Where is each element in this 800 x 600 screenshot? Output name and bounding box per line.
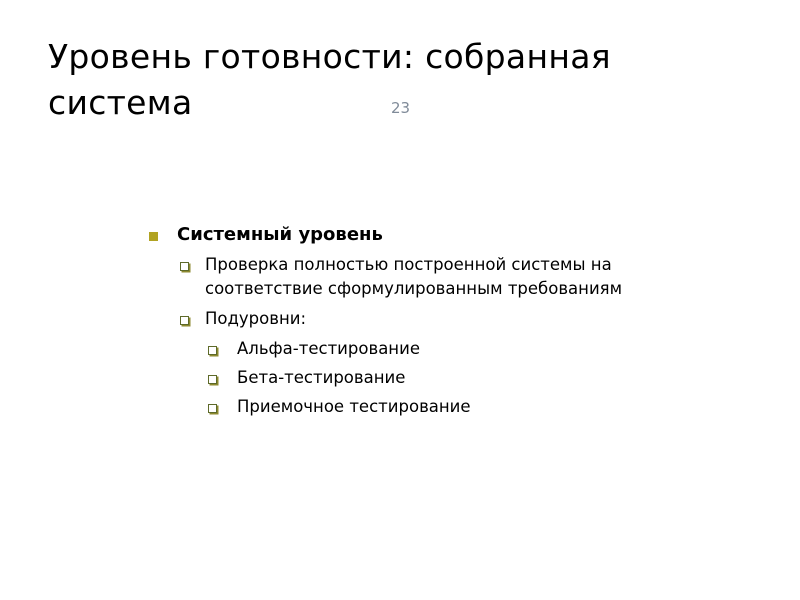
bullet-level2	[146, 253, 706, 301]
bullet-text: Проверка полностью построенной системы на соответствие сформулированным требованиям	[205, 255, 623, 298]
slide-content	[146, 221, 706, 424]
bullet-level3	[146, 337, 706, 361]
hollow-square-bullet-icon	[180, 262, 189, 271]
bullet-level2	[146, 307, 706, 331]
hollow-square-bullet-icon	[208, 346, 217, 355]
bullet-level3	[146, 366, 706, 390]
hollow-square-bullet-icon	[208, 375, 217, 384]
sub-bullet-text: Бета-тестирование	[237, 368, 406, 387]
slide-title: Уровень готовности: собранная система	[48, 37, 611, 122]
bullet-heading: Системный уровень	[177, 224, 383, 245]
page-number: 23	[391, 99, 411, 117]
bullet-level1	[146, 221, 706, 249]
hollow-square-bullet-icon	[180, 316, 189, 325]
filled-square-bullet-icon	[149, 232, 158, 241]
bullet-text: Подуровни:	[205, 309, 307, 328]
sub-bullet-text: Приемочное тестирование	[237, 397, 471, 416]
sub-bullet-text: Альфа-тестирование	[237, 339, 420, 358]
bullet-level3	[146, 395, 706, 419]
hollow-square-bullet-icon	[208, 404, 217, 413]
